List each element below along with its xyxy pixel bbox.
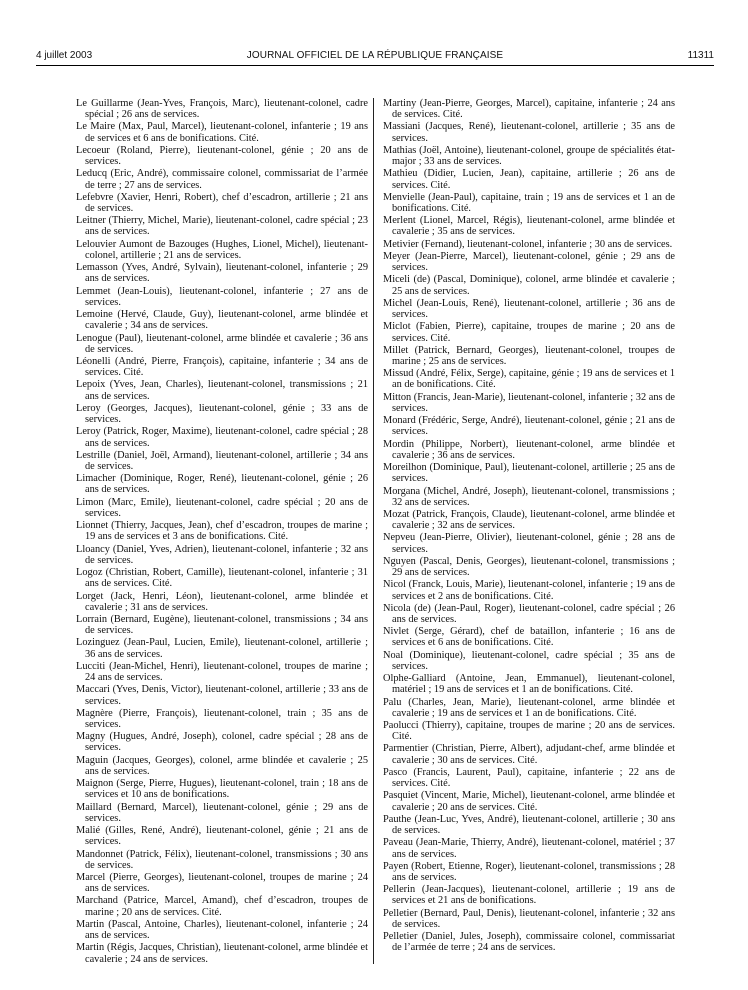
list-item: Lemasson (Yves, André, Sylvain), lieutenant-colonel, infanterie ; 29 ans de services. bbox=[76, 262, 368, 285]
list-item: Maguin (Jacques, Georges), colonel, arme blindée et cavalerie ; 25 ans de services. bbox=[76, 754, 368, 777]
left-column bbox=[76, 98, 368, 966]
list-item: Pauthe (Jean-Luc, Yves, André), lieutenant-colonel, artillerie ; 30 ans de services. bbox=[383, 813, 675, 837]
list-item: Millet (Patrick, Bernard, Georges), lieutenant-colonel, troupes de marine ; 25 ans de services. bbox=[383, 344, 675, 367]
list-item: Leroy (Patrick, Roger, Maxime), lieutenant-colonel, cadre spécial ; 28 ans de services. bbox=[76, 426, 368, 449]
list-item: Nepveu (Jean-Pierre, Olivier), lieutenant-colonel, génie ; 28 ans de services. bbox=[383, 532, 675, 555]
list-item: Martiny (Jean-Pierre, Georges, Marcel), capitaine, infanterie ; 24 ans de services. Cité. bbox=[383, 98, 675, 121]
list-item: Missud (André, Félix, Serge), capitaine, génie ; 19 ans de services et 1 an de bonifications. Cité. bbox=[383, 368, 675, 391]
list-item: Payen (Robert, Etienne, Roger), lieutenant-colonel, transmissions ; 28 ans de services. bbox=[383, 860, 675, 883]
list-item: Leducq (Eric, André), commissaire colonel, commissariat de l’armée de terre ; 27 ans de services. bbox=[76, 168, 368, 191]
list-item: Miclot (Fabien, Pierre), capitaine, troupes de marine ; 20 ans de services. Cité. bbox=[383, 321, 675, 344]
journal-title: JOURNAL OFFICIEL DE LA RÉPUBLIQUE FRANÇAISE bbox=[246, 50, 504, 61]
list-item: Lenogue (Paul), lieutenant-colonel, arme blindée et cavalerie ; 36 ans de services. bbox=[76, 332, 368, 355]
list-item: Martin (Pascal, Antoine, Charles), lieutenant-colonel, infanterie ; 24 ans de services. bbox=[76, 918, 368, 942]
list-item: Lozinguez (Jean-Paul, Lucien, Emile), lieutenant-colonel, artillerie ; 36 ans de services. bbox=[76, 637, 368, 660]
list-item: Lloancy (Daniel, Yves, Adrien), lieutenant-colonel, infanterie ; 32 ans de services. bbox=[76, 543, 368, 566]
list-item: Mathieu (Didier, Lucien, Jean), capitaine, artillerie ; 26 ans de services. Cité. bbox=[383, 168, 675, 191]
list-item: Merlent (Lionel, Marcel, Régis), lieutenant-colonel, arme blindée et cavalerie ; 35 ans de services. bbox=[383, 215, 675, 238]
list-item: Maccari (Yves, Denis, Victor), lieutenant-colonel, artillerie ; 33 ans de services. bbox=[76, 684, 368, 707]
list-item: Pellerin (Jean-Jacques), lieutenant-colonel, artillerie ; 19 ans de services et 21 ans de bonifications. bbox=[383, 884, 675, 907]
list-item: Limacher (Dominique, Roger, René), lieutenant-colonel, génie ; 26 ans de services. bbox=[76, 473, 368, 496]
list-item: Le Maire (Max, Paul, Marcel), lieutenant-colonel, infanterie ; 19 ans de services et 6 ans de bonifications. Cité. bbox=[76, 121, 368, 144]
list-item: Limon (Marc, Emile), lieutenant-colonel, cadre spécial ; 20 ans de services. bbox=[76, 496, 368, 519]
list-item: Nicola (de) (Jean-Paul, Roger), lieutenant-colonel, cadre spécial ; 26 ans de services. bbox=[383, 602, 675, 625]
list-item: Pasquiet (Vincent, Marie, Michel), lieutenant-colonel, arme blindée et cavalerie ; 20 ans de services. Cité. bbox=[383, 790, 675, 813]
list-item: Miceli (de) (Pascal, Dominique), colonel, arme blindée et cavalerie ; 25 ans de services. bbox=[383, 274, 675, 297]
list-item: Leitner (Thierry, Michel, Marie), lieutenant-colonel, cadre spécial ; 23 ans de services. bbox=[76, 215, 368, 238]
list-item: Lionnet (Thierry, Jacques, Jean), chef d’escadron, troupes de marine ; 19 ans de services et 3 ans de bonifications. Cité. bbox=[76, 520, 368, 543]
list-item: Olphe-Galliard (Antoine, Jean, Emmanuel), lieutenant-colonel, matériel ; 19 ans de services et 1 an de bonifications. Cité. bbox=[383, 673, 675, 696]
list-item: Léonelli (André, Pierre, François), capitaine, infanterie ; 34 ans de services. Cité. bbox=[76, 355, 368, 379]
list-item: Martin (Régis, Jacques, Christian), lieutenant-colonel, arme blindée et cavalerie ; 24 ans de services. bbox=[76, 942, 368, 965]
list-item: Lelouvier Aumont de Bazouges (Hughes, Lionel, Michel), lieutenant-colonel, artillerie ; 21 ans de services. bbox=[76, 238, 368, 261]
list-item: Pelletier (Bernard, Paul, Denis), lieutenant-colonel, infanterie ; 32 ans de services. bbox=[383, 907, 675, 930]
list-item: Lorget (Jack, Henri, Léon), lieutenant-colonel, arme blindée et cavalerie ; 31 ans de services. bbox=[76, 590, 368, 613]
list-item: Maillard (Bernard, Marcel), lieutenant-colonel, génie ; 29 ans de services. bbox=[76, 801, 368, 824]
list-item: Menvielle (Jean-Paul), capitaine, train ; 19 ans de services et 1 an de bonifications. Cité. bbox=[383, 191, 675, 215]
list-item: Lemoine (Hervé, Claude, Guy), lieutenant-colonel, arme blindée et cavalerie ; 34 ans de services. bbox=[76, 309, 368, 332]
list-item: Palu (Charles, Jean, Marie), lieutenant-colonel, arme blindée et cavalerie ; 19 ans de services et 1 an de bonifications. Cité. bbox=[383, 696, 675, 719]
list-item: Monard (Frédéric, Serge, André), lieutenant-colonel, génie ; 21 ans de services. bbox=[383, 415, 675, 438]
list-item: Magny (Hugues, André, Joseph), colonel, cadre spécial ; 28 ans de services. bbox=[76, 731, 368, 754]
list-item: Malié (Gilles, René, André), lieutenant-colonel, génie ; 21 ans de services. bbox=[76, 825, 368, 848]
list-item: Logoz (Christian, Robert, Camille), lieutenant-colonel, infanterie ; 31 ans de services. Cité. bbox=[76, 567, 368, 590]
list-item: Lefebvre (Xavier, Henri, Robert), chef d’escadron, artillerie ; 21 ans de services. bbox=[76, 191, 368, 215]
list-item: Le Guillarme (Jean-Yves, François, Marc), lieutenant-colonel, cadre spécial ; 26 ans de services. bbox=[76, 98, 368, 121]
list-item: Lemmet (Jean-Louis), lieutenant-colonel, infanterie ; 27 ans de services. bbox=[76, 285, 368, 308]
list-item: Marchand (Patrice, Marcel, Amand), chef d’escadron, troupes de marine ; 20 ans de services. Cité. bbox=[76, 895, 368, 918]
list-item: Paolucci (Thierry), capitaine, troupes de marine ; 20 ans de services. Cité. bbox=[383, 720, 675, 743]
list-item: Meyer (Jean-Pierre, Marcel), lieutenant-colonel, génie ; 29 ans de services. bbox=[383, 250, 675, 274]
list-item: Parmentier (Christian, Pierre, Albert), adjudant-chef, arme blindée et cavalerie ; 30 ans de services. Cité. bbox=[383, 743, 675, 766]
list-item: Pelletier (Daniel, Jules, Joseph), commissaire colonel, commissariat de l’armée de terre ; 24 ans de services. bbox=[383, 931, 675, 954]
list-item: Nguyen (Pascal, Denis, Georges), lieutenant-colonel, transmissions ; 29 ans de services. bbox=[383, 555, 675, 579]
list-item: Lecoeur (Roland, Pierre), lieutenant-colonel, génie ; 20 ans de services. bbox=[76, 144, 368, 168]
list-item: Nicol (Franck, Louis, Marie), lieutenant-colonel, infanterie ; 19 ans de services et 2 ans de bonifications. Cité. bbox=[383, 579, 675, 602]
list-item: Maignon (Serge, Pierre, Hugues), lieutenant-colonel, train ; 18 ans de services et 10 ans de bonifications. bbox=[76, 778, 368, 801]
list-item: Mozat (Patrick, François, Claude), lieutenant-colonel, arme blindée et cavalerie ; 32 ans de services. bbox=[383, 508, 675, 532]
list-item: Magnère (Pierre, François), lieutenant-colonel, train ; 35 ans de services. bbox=[76, 707, 368, 730]
list-item: Nivlet (Serge, Gérard), chef de bataillon, infanterie ; 16 ans de services et 6 ans de bonifications. Cité. bbox=[383, 626, 675, 649]
list-item: Noal (Dominique), lieutenant-colonel, cadre spécial ; 35 ans de services. bbox=[383, 649, 675, 672]
issue-date: 4 juillet 2003 bbox=[36, 50, 93, 61]
list-item: Mathias (Joël, Antoine), lieutenant-colonel, groupe de spécialités état-major ; 33 ans de services. bbox=[383, 144, 675, 168]
list-item: Leroy (Georges, Jacques), lieutenant-colonel, génie ; 33 ans de services. bbox=[76, 402, 368, 426]
list-item: Lorrain (Bernard, Eugène), lieutenant-colonel, transmissions ; 34 ans de services. bbox=[76, 613, 368, 637]
list-item: Mordin (Philippe, Norbert), lieutenant-colonel, arme blindée et cavalerie ; 36 ans de services. bbox=[383, 438, 675, 461]
list-item: Lepoix (Yves, Jean, Charles), lieutenant-colonel, transmissions ; 21 ans de services. bbox=[76, 379, 368, 402]
list-item: Pasco (Francis, Laurent, Paul), capitaine, infanterie ; 22 ans de services. Cité. bbox=[383, 766, 675, 790]
list-item: Mandonnet (Patrick, Félix), lieutenant-colonel, transmissions ; 30 ans de services. bbox=[76, 848, 368, 871]
page-header bbox=[36, 50, 714, 64]
list-item: Moreilhon (Dominique, Paul), lieutenant-colonel, artillerie ; 25 ans de services. bbox=[383, 462, 675, 485]
list-item: Mitton (Francis, Jean-Marie), lieutenant-colonel, infanterie ; 32 ans de services. bbox=[383, 391, 675, 414]
list-item: Metivier (Fernand), lieutenant-colonel, infanterie ; 30 ans de services. bbox=[383, 238, 673, 250]
right-column bbox=[383, 98, 675, 955]
list-item: Lestrille (Daniel, Joël, Armand), lieutenant-colonel, artillerie ; 34 ans de services. bbox=[76, 449, 368, 472]
list-item: Morgana (Michel, André, Joseph), lieutenant-colonel, transmissions ; 32 ans de services. bbox=[383, 485, 675, 508]
list-item: Marcel (Pierre, Georges), lieutenant-colonel, troupes de marine ; 24 ans de services. bbox=[76, 871, 368, 895]
header-rule bbox=[36, 65, 714, 66]
list-item: Massiani (Jacques, René), lieutenant-colonel, artillerie ; 35 ans de services. bbox=[383, 121, 675, 144]
column-divider bbox=[373, 98, 374, 964]
page-number: 11311 bbox=[687, 50, 714, 61]
list-item: Lucciti (Jean-Michel, Henri), lieutenant-colonel, troupes de marine ; 24 ans de services. bbox=[76, 660, 368, 684]
list-item: Paveau (Jean-Marie, Thierry, André), lieutenant-colonel, matériel ; 37 ans de services. bbox=[383, 837, 675, 860]
list-item: Michel (Jean-Louis, René), lieutenant-colonel, artillerie ; 36 ans de services. bbox=[383, 297, 675, 321]
